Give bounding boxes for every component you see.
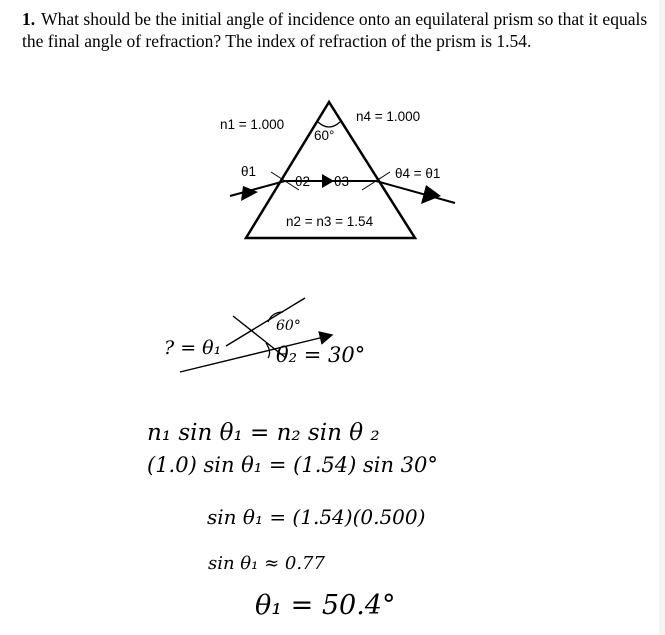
theta3-label: θ3 bbox=[334, 174, 350, 189]
solution-line-3: sin θ₁ = (1.54)(0.500) bbox=[207, 505, 426, 529]
prism-diagram bbox=[220, 102, 455, 238]
ray-arrow-inside bbox=[322, 174, 334, 188]
question-number: 1. bbox=[22, 9, 36, 29]
solution-line-1: n₁ sin θ₁ = n₂ sin θ ₂ bbox=[147, 420, 380, 446]
n1-label: n1 = 1.000 bbox=[220, 117, 285, 132]
theta4-label: θ4 = θ1 bbox=[395, 166, 441, 181]
sketch-60-label: 60° bbox=[276, 318, 301, 334]
angle-sketch bbox=[164, 298, 365, 372]
n4-label: n4 = 1.000 bbox=[356, 109, 421, 124]
question-text: What should be the initial angle of incidence onto an equilateral prism so that it equals the final angle of refraction? The index of refraction of the prism is 1.54. bbox=[22, 9, 648, 51]
theta2-label: θ2 bbox=[295, 174, 311, 189]
solution-line-4: sin θ₁ ≈ 0.77 bbox=[208, 553, 325, 574]
theta1-label: θ1 bbox=[241, 164, 257, 179]
sketch-question-label: ? = θ₁ bbox=[164, 337, 222, 359]
page-edge-shadow bbox=[659, 0, 665, 635]
sketch-theta2-label: θ₂ = 30° bbox=[276, 343, 366, 367]
ray-arrow-exit bbox=[421, 185, 441, 204]
solution-steps bbox=[147, 420, 438, 621]
apex-angle-label: 60° bbox=[314, 128, 335, 143]
n2-n3-label: n2 = n3 = 1.54 bbox=[286, 214, 374, 229]
solution-line-2: (1.0) sin θ₁ = (1.54) sin 30° bbox=[147, 453, 438, 477]
solution-line-5: θ₁ = 50.4° bbox=[255, 590, 396, 621]
apex-angle-arc bbox=[318, 122, 340, 127]
